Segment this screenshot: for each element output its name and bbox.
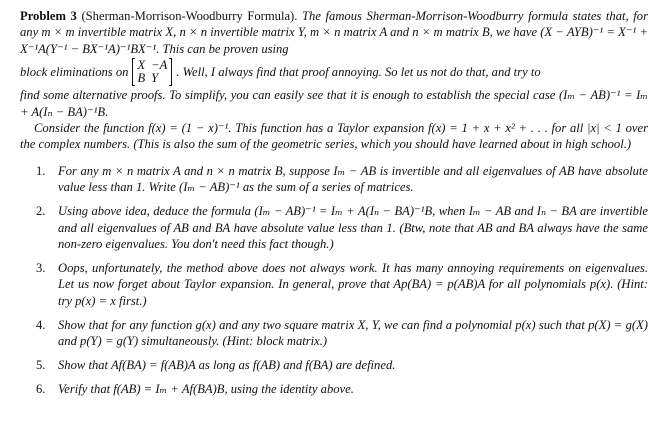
list-item (20, 203, 648, 252)
item-text: Show that Af(BA) = f(AB)A as long as f(AB) and f(BA) are defined. (58, 358, 396, 373)
item-text: Verify that f(AB) = Iₘ + Af(BA)B, using the identity above. (58, 382, 354, 397)
item-number: 6. (36, 382, 46, 397)
list-item (20, 163, 648, 196)
problem-intro (20, 8, 648, 153)
block-prefix: block eliminations on (20, 65, 129, 80)
item-text: Oops, unfortunately, the method above does not always work. It has many annoying requirements on eigenvalues. Let us now forget about Taylor expansion. In general, prove that Ap(BA) = p(AB)A for all polynomials p(x). (Hint: try p(x) = x first.) (58, 261, 648, 308)
intro-text-2: find some alternative proofs. To simplify, you can easily see that it is enough to establish the special case (Iₘ − AB)⁻¹ = Iₘ + A(Iₙ − BA)⁻¹B. (20, 88, 648, 119)
item-number: 4. (36, 317, 46, 332)
problem-heading: Problem 3 (20, 9, 77, 23)
item-text: For any m × n matrix A and n × n matrix B, suppose Iₘ − AB is invertible and all eigenvalues of AB have absolute value less than 1. Write (Iₘ − AB)⁻¹ as the sum of a series of matrices. (58, 163, 648, 195)
item-number: 3. (36, 261, 46, 276)
item-text: Show that for any function g(x) and any two square matrix X, Y, we can find a polynomial p(x) such that p(X) = g(X) and p(Y) = g(Y) simultaneously. (Hint: block matrix.) (58, 317, 648, 349)
item-text: Using above idea, deduce the formula (Iₘ − AB)⁻¹ = Iₘ + A(Iₙ − BA)⁻¹B, when Iₘ − AB and Iₙ − BA are invertible and all eigenvalues of AB and BA have absolute value less than 1. (Btw, note that AB and BA always have the same non-zero eigenvalues. You don't need this fact though.) (58, 204, 648, 252)
matrix-cell: X (137, 58, 146, 73)
block-suffix: . Well, I always find that proof annoying. So let us not do that, and try to (176, 65, 541, 80)
problem-subtitle: (Sherman-Morrison-Woodburry Formula). (81, 9, 298, 23)
subproblem-list (20, 163, 648, 398)
list-item (20, 317, 648, 350)
matrix-cell: −A (151, 58, 168, 73)
item-number: 2. (36, 204, 46, 219)
consider-text: Consider the function f(x) = (1 − x)⁻¹. This function has a Taylor expansion f(x) = 1 + x + x² + . . . for all |x| < 1 over the complex numbers. (This is also the sum of the geometric series, which you should have learned about in high school.) (20, 121, 648, 152)
list-item (20, 381, 648, 397)
list-item (20, 357, 648, 373)
list-item (20, 260, 648, 309)
matrix-right-bracket (169, 58, 172, 86)
matrix-cell: B (137, 71, 146, 86)
item-number: 5. (36, 358, 46, 373)
block-matrix (132, 58, 172, 86)
matrix-cell: Y (151, 71, 159, 86)
block-elimination-line (20, 58, 648, 86)
intro-text-1: The famous Sherman-Morrison-Woodburry formula states that, for any m × m invertible matrix X, n × n invertible matrix Y, m × n matrix A and n × m matrix B, we have (X − AYB)⁻¹ = X⁻¹ + X⁻¹A(Y⁻¹ − BX⁻¹A)⁻¹BX⁻¹. This can be proven using (20, 9, 648, 56)
item-number: 1. (36, 163, 46, 178)
consider-paragraph (20, 120, 648, 153)
